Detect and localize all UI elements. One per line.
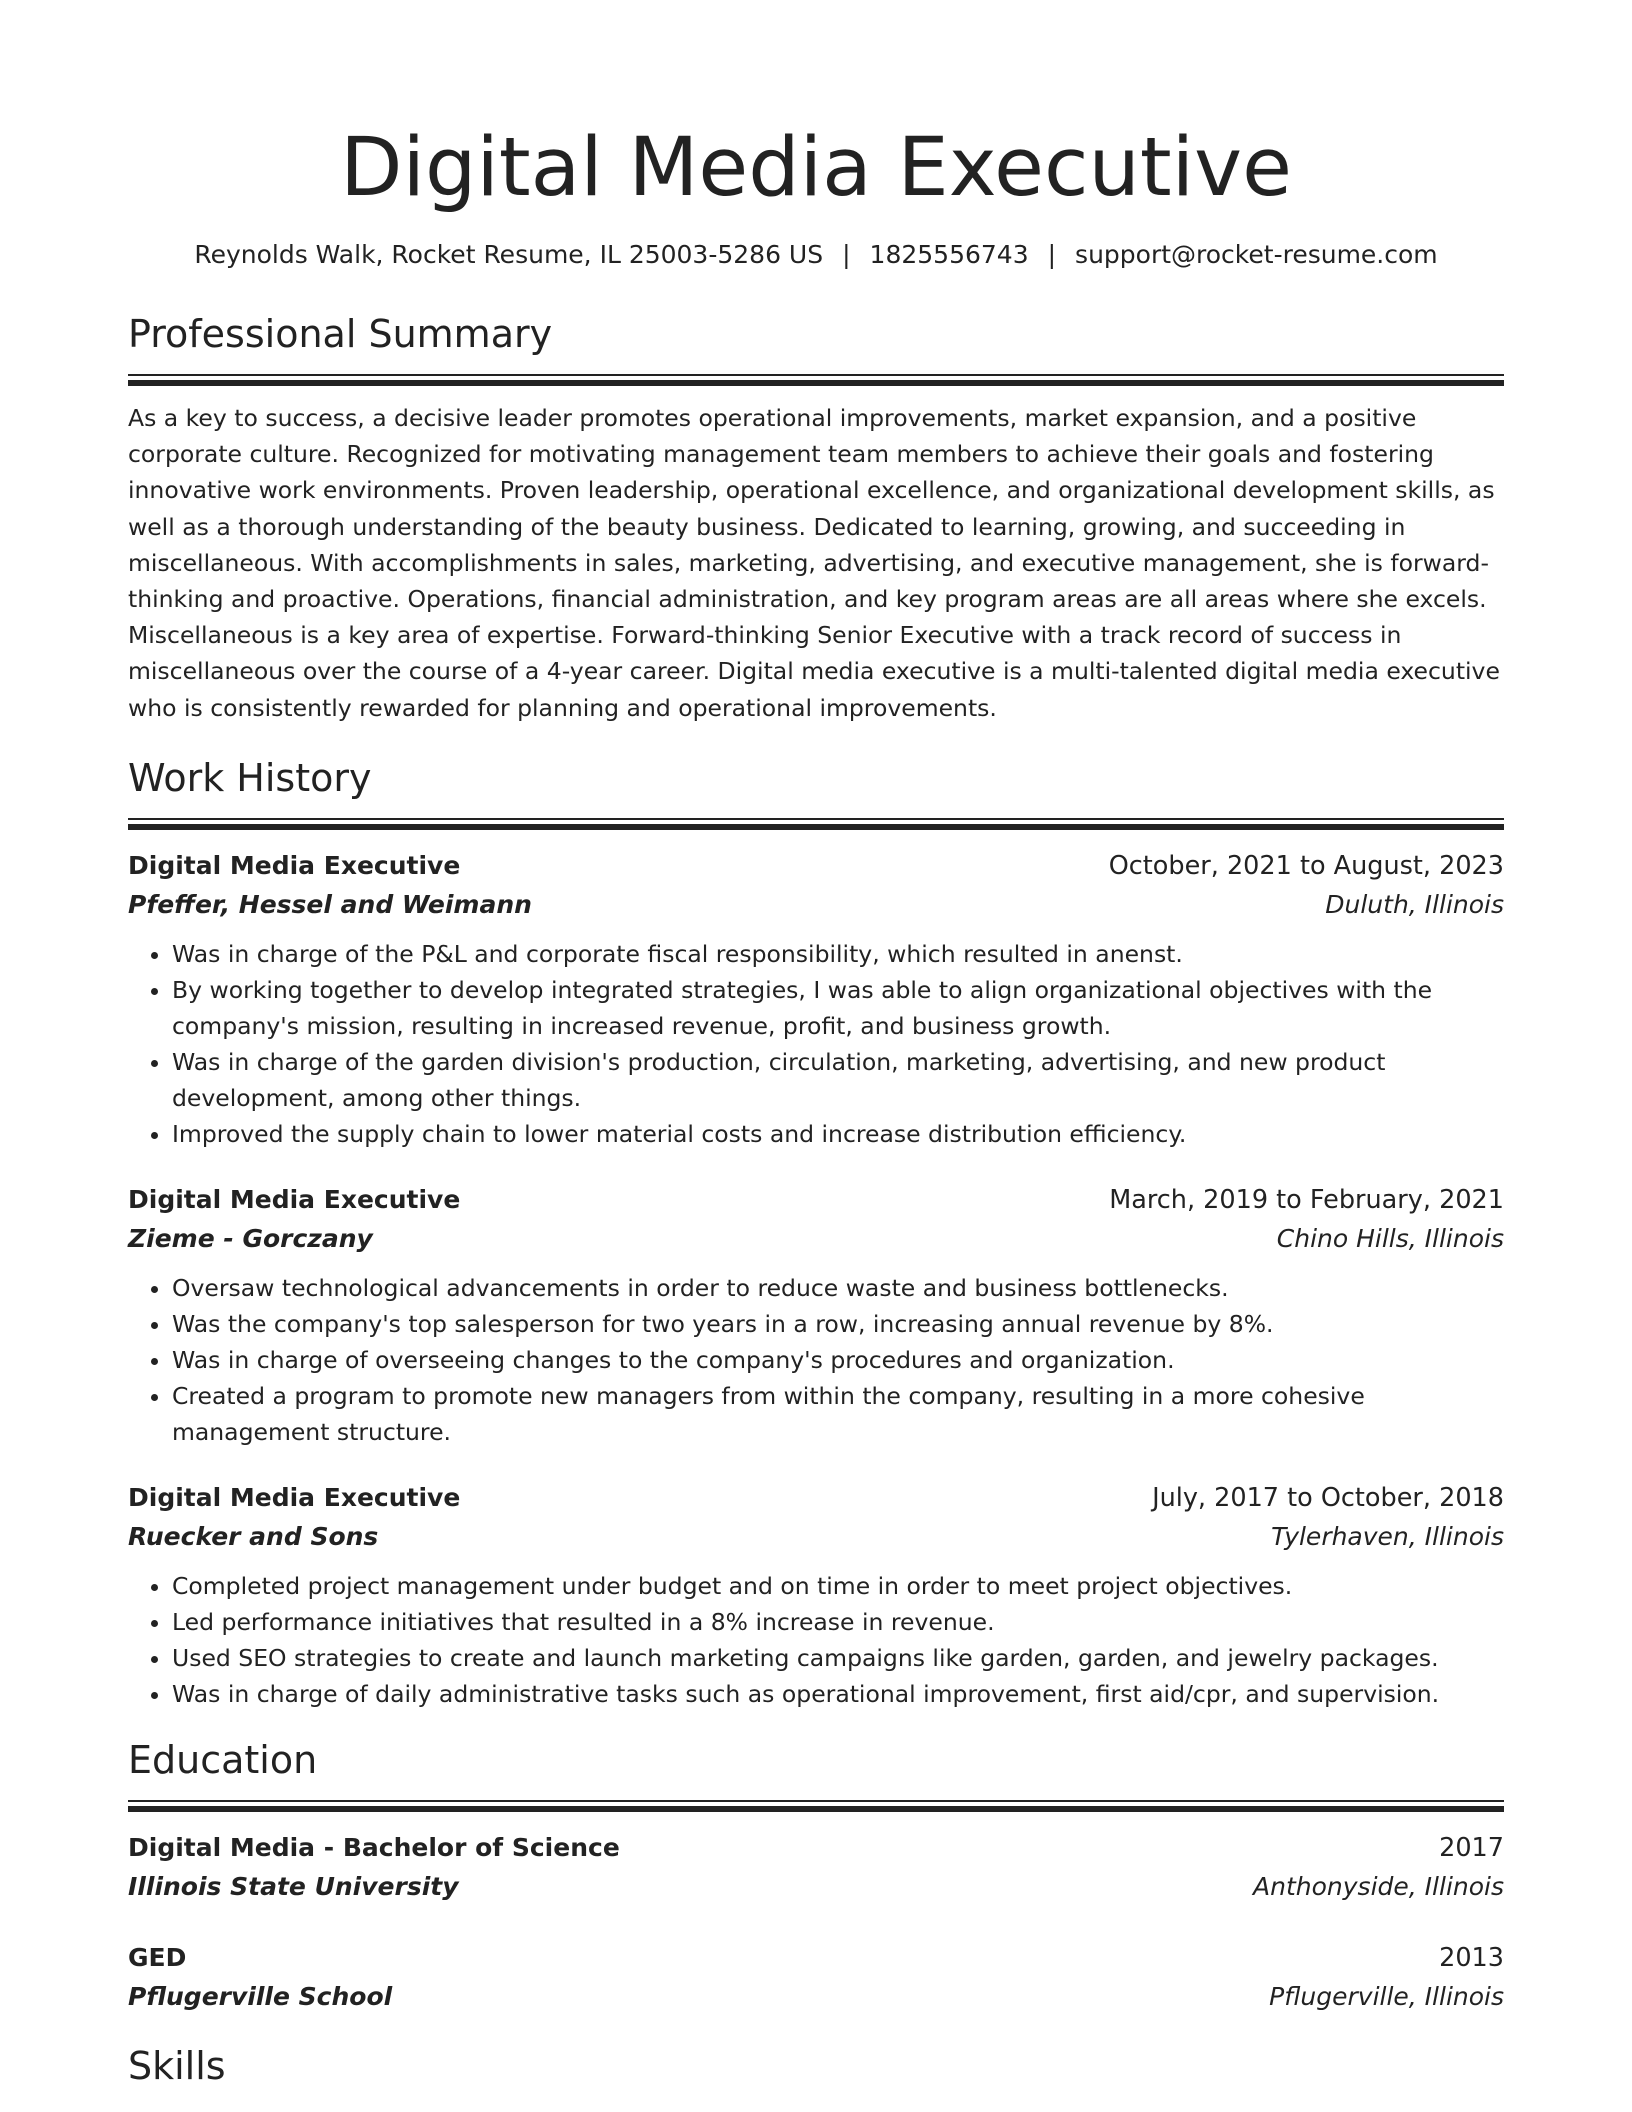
- education-school: Pflugerville School: [128, 1981, 393, 2011]
- job-bullet: • Led performance initiatives that resulted in a 8% increase in revenue.: [172, 1604, 1504, 1640]
- summary-text: As a key to success, a decisive leader promotes operational improvements, market expansion, and a positive corporate culture. Recognized for motivating management team members to achieve their goals and fostering innovative work environments. Proven leadership, operational excellence, and organizational development skills, as well as a thorough understanding of the beauty business. Dedicated to learning, growing, and succeeding in miscellaneous. With accomplishments in sales, marketing, advertising, and executive management, she is forward-thinking and proactive. Operations, financial administration, and key program areas are all areas where she excels. Miscellaneous is a key area of expertise. Forward-thinking Senior Executive with a track record of success in miscellaneous over the course of a 4-year career. Digital media executive is a multi-talented digital media executive who is consistently rewarded for planning and operational improvements.: [128, 404, 1500, 722]
- section-divider: [128, 374, 1504, 386]
- job-bullet: • Improved the supply chain to lower material costs and increase distribution efficiency.: [172, 1116, 1504, 1152]
- job-bullet: • Created a program to promote new managers from within the company, resulting in a more cohesive management structure.: [172, 1378, 1504, 1450]
- job-entry: [128, 846, 1504, 1152]
- job-dates: July, 2017 to October, 2018: [1152, 1482, 1504, 1513]
- job-entry: [128, 1180, 1504, 1450]
- contact-separator: |: [1047, 240, 1057, 269]
- section-divider: [128, 1800, 1504, 1812]
- job-company: Ruecker and Sons: [128, 1521, 379, 1551]
- education-year: 2017: [1439, 1832, 1504, 1863]
- job-company: Zieme - Gorczany: [128, 1223, 373, 1253]
- resume-page: [128, 0, 1504, 2092]
- education-degree: Digital Media - Bachelor of Science: [128, 1832, 620, 1862]
- section-divider: [128, 818, 1504, 830]
- job-title: Digital Media Executive: [128, 1184, 461, 1214]
- education-entry: [128, 1938, 1504, 2016]
- job-bullets: [128, 936, 1504, 1152]
- contact-address: Reynolds Walk, Rocket Resume, IL 25003-5286 US: [194, 240, 824, 269]
- job-bullet: • Was in charge of overseeing changes to the company's procedures and organization.: [172, 1342, 1504, 1378]
- job-location: Chino Hills, Illinois: [1276, 1223, 1504, 1253]
- education-school: Illinois State University: [128, 1871, 459, 1901]
- resume-name: Digital Media Executive: [340, 121, 1292, 215]
- section-title-skills: Skills: [128, 2043, 226, 2088]
- job-bullet: • Completed project management under budget and on time in order to meet project objectives.: [172, 1568, 1504, 1604]
- education-location: Pflugerville, Illinois: [1269, 1981, 1504, 2011]
- contact-email: support@rocket-resume.com: [1075, 240, 1438, 269]
- job-bullet: • Oversaw technological advancements in order to reduce waste and business bottlenecks.: [172, 1270, 1504, 1306]
- job-location: Tylerhaven, Illinois: [1271, 1521, 1504, 1551]
- job-bullet: • Was in charge of daily administrative tasks such as operational improvement, first aid/cpr, and supervision.: [172, 1676, 1504, 1712]
- section-title-work-history: Work History: [128, 755, 372, 800]
- section-title-education: Education: [128, 1737, 318, 1782]
- education-location: Anthonyside, Illinois: [1253, 1871, 1504, 1901]
- job-dates: March, 2019 to February, 2021: [1109, 1184, 1504, 1215]
- job-bullet: • Used SEO strategies to create and launch marketing campaigns like garden, garden, and jewelry packages.: [172, 1640, 1504, 1676]
- work-history-section: [128, 752, 1504, 1712]
- summary-section: [128, 308, 1504, 726]
- job-dates: October, 2021 to August, 2023: [1108, 850, 1504, 881]
- job-location: Duluth, Illinois: [1325, 889, 1504, 919]
- job-title: Digital Media Executive: [128, 850, 461, 880]
- job-title: Digital Media Executive: [128, 1482, 461, 1512]
- contact-line: [128, 238, 1504, 272]
- education-section: [128, 1734, 1504, 2016]
- education-degree: GED: [128, 1942, 187, 1972]
- job-bullet: • By working together to develop integrated strategies, I was able to align organizational objectives with the company's mission, resulting in increased revenue, profit, and business growth.: [172, 972, 1504, 1044]
- job-bullets: [128, 1270, 1504, 1450]
- education-entry: [128, 1828, 1504, 1906]
- contact-separator: |: [842, 240, 851, 269]
- job-entry: [128, 1478, 1504, 1712]
- job-bullet: • Was in charge of the garden division's production, circulation, marketing, advertising, and new product development, among other things.: [172, 1044, 1504, 1116]
- section-title-summary: Professional Summary: [128, 312, 553, 356]
- job-bullets: [128, 1568, 1504, 1712]
- job-bullet: • Was the company's top salesperson for two years in a row, increasing annual revenue by 8%.: [172, 1306, 1504, 1342]
- education-year: 2013: [1439, 1942, 1504, 1973]
- contact-phone: 1825556743: [869, 240, 1029, 269]
- job-bullet: • Was in charge of the P&L and corporate fiscal responsibility, which resulted in anenst.: [172, 936, 1504, 972]
- job-company: Pfeffer, Hessel and Weimann: [128, 889, 532, 919]
- skills-section: [128, 2040, 1504, 2092]
